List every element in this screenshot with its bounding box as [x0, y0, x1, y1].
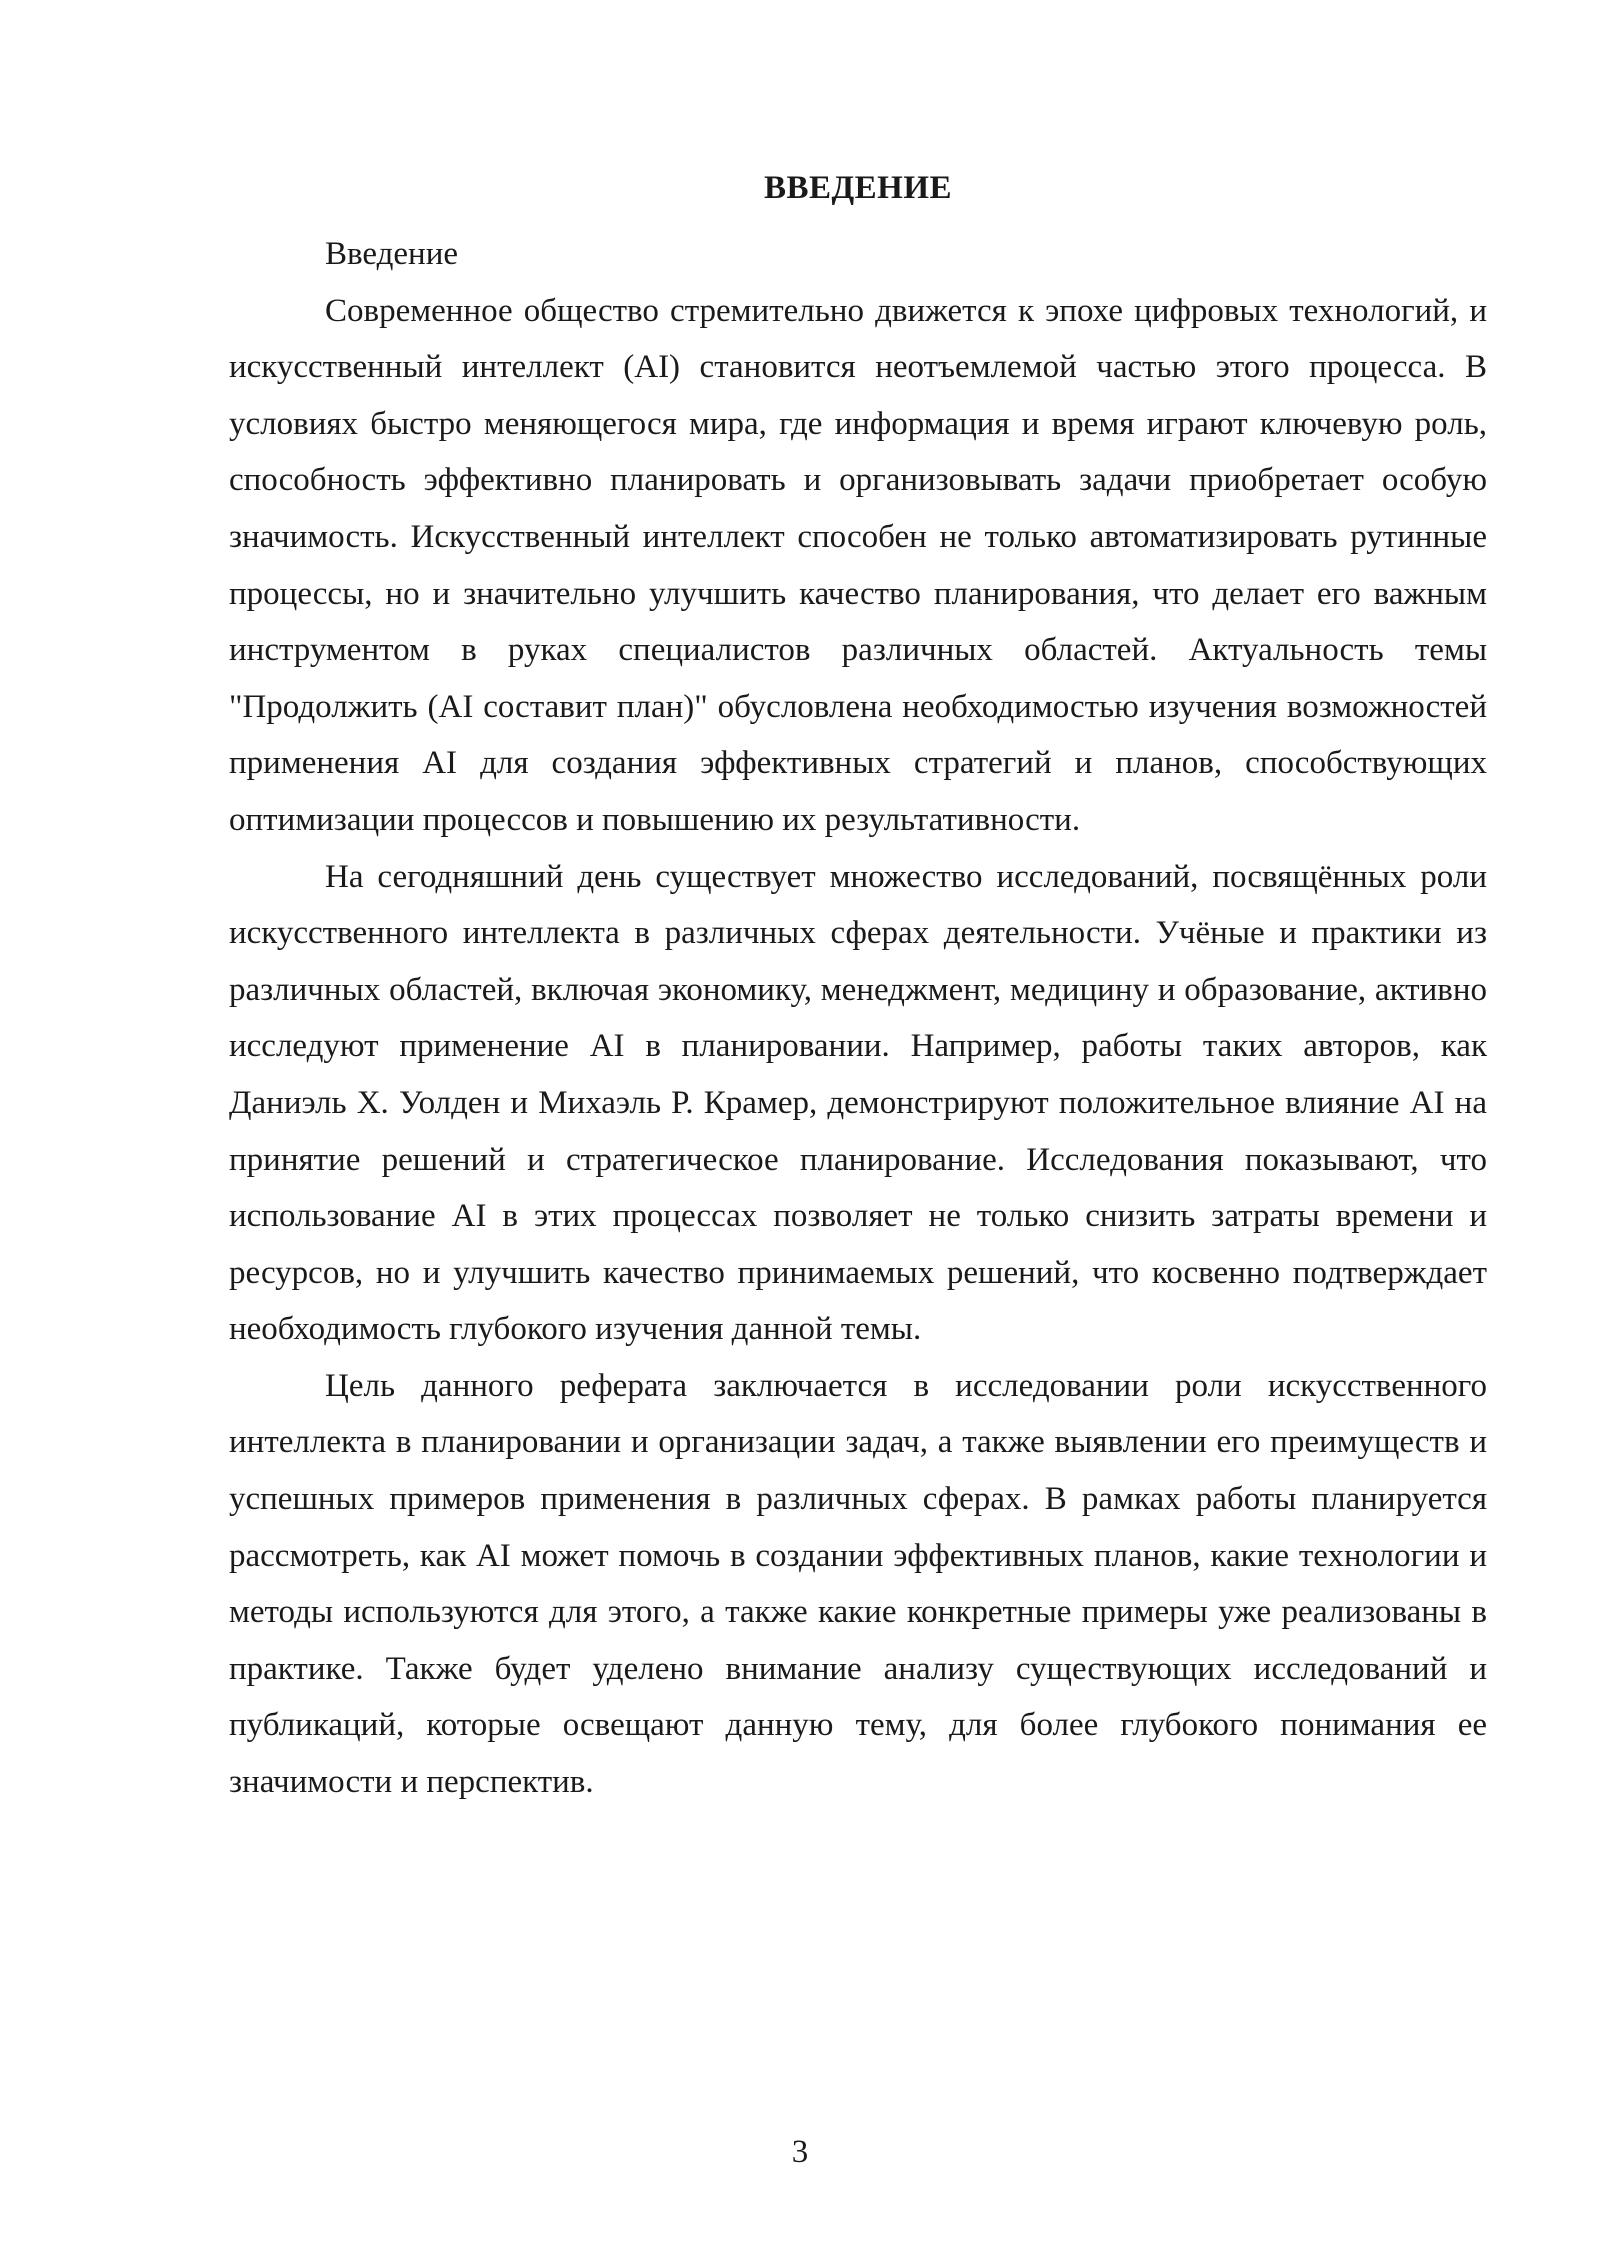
page-content [229, 160, 1487, 1811]
paragraph-1: Современное общество стремительно движется к эпохе цифровых технологий, и искусственный интеллект (AI) становится неотъемлемой частью этого процесса. В условиях быстро меняющегося мира, где информация и время играют ключевую роль, способность эффективно планировать и организовывать задачи приобретает особую значимость. Искусственный интеллект способен не только автоматизировать рутинные процессы, но и значительно улучшить качество планирования, что делает его важным инструментом в руках специалистов различных областей. Актуальность темы "Продолжить (AI составит план)" обусловлена необходимостью изучения возможностей применения AI для создания эффективных стратегий и планов, способствующих оптимизации процессов и повышению их результативности. [229, 292, 1487, 838]
section-heading: ВВЕДЕНИЕ [763, 170, 953, 206]
paragraph-2: На сегодняшний день существует множество исследований, посвящённых роли искусственного интеллекта в различных сферах деятельности. Учёные и практики из различных областей, включая экономику, менеджмент, медицину и образование, активно исследуют применение AI в планировании. Например, работы таких авторов, как Даниэль Х. Уолден и Михаэль Р. Крамер, демонстрируют положительное влияние AI на принятие решений и стратегическое планирование. Исследования показывают, что использование AI в этих процессах позволяет не только снизить затраты времени и ресурсов, но и улучшить качество принимаемых решений, что косвенно подтверждает необходимость глубокого изучения данной темы. [229, 858, 1487, 1348]
paragraph-3: Цель данного реферата заключается в исследовании роли искусственного интеллекта в планировании и организации задач, а также выявлении его преимуществ и успешных примеров применения в различных сферах. В рамках работы планируется рассмотреть, как AI может помочь в создании эффективных планов, какие технологии и методы используются для этого, а также какие конкретные примеры уже реализованы в практике. Также будет уделено внимание анализу существующих исследований и публикаций, которые освещают данную тему, для более глубокого понимания ее значимости и перспектив. [229, 1367, 1487, 1801]
subheading-text: Введение [325, 236, 459, 272]
page-number: 3 [791, 2134, 809, 2170]
